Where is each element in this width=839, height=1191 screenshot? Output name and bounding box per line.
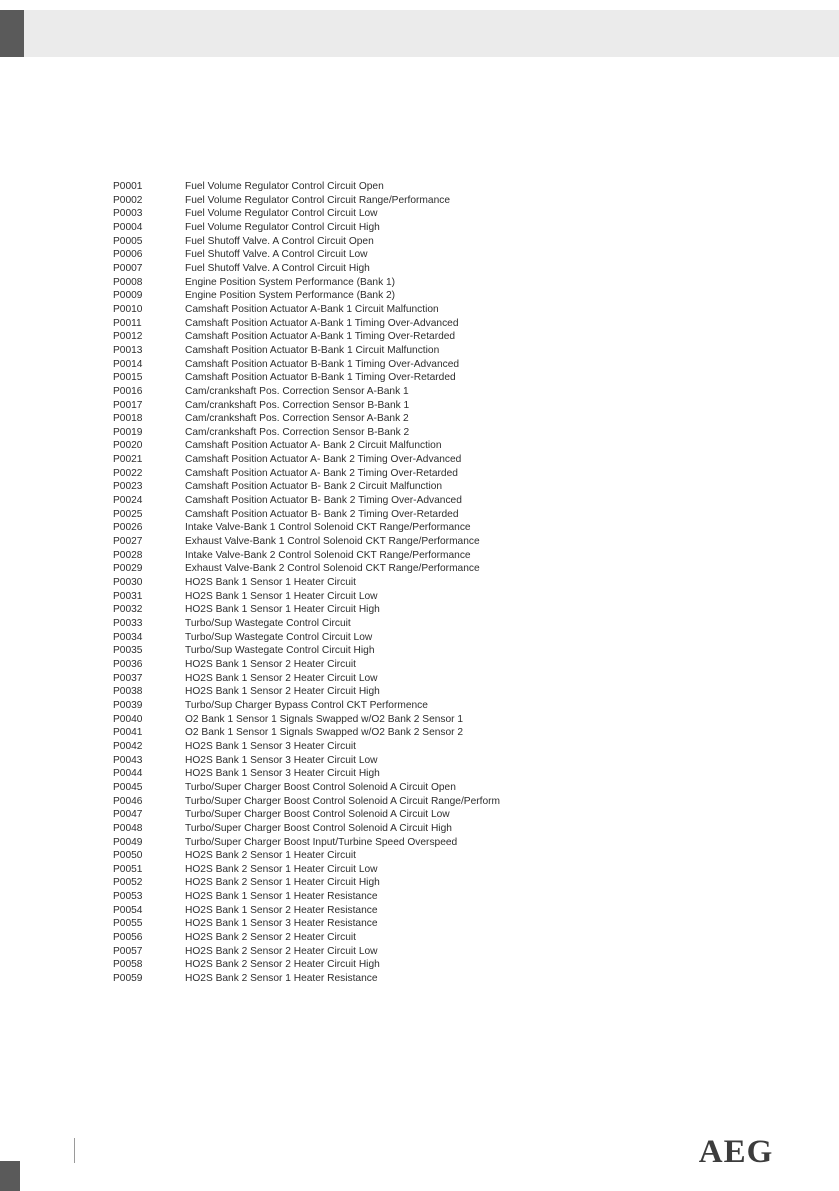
code-row <box>113 917 553 931</box>
code-row <box>113 699 553 713</box>
fault-code: P0030 <box>113 577 143 589</box>
fault-code: P0049 <box>113 836 143 848</box>
fault-description: Engine Position System Performance (Bank 1) <box>185 276 396 288</box>
code-row <box>113 562 553 576</box>
fault-description: Intake Valve-Bank 2 Control Solenoid CKT Range/Performance <box>185 549 471 561</box>
fault-code: P0057 <box>113 945 143 957</box>
fault-description: HO2S Bank 2 Sensor 1 Heater Circuit <box>185 850 356 862</box>
fault-code: P0005 <box>113 235 143 247</box>
fault-code: P0020 <box>113 440 143 452</box>
fault-code: P0012 <box>113 331 143 343</box>
fault-code: P0018 <box>113 413 143 425</box>
fault-description: Fuel Volume Regulator Control Circuit Range/Performance <box>185 194 450 206</box>
fault-code: P0003 <box>113 208 143 220</box>
fault-description: HO2S Bank 1 Sensor 1 Heater Resistance <box>185 891 378 903</box>
fault-code: P0052 <box>113 877 143 889</box>
fault-description: Camshaft Position Actuator A-Bank 1 Timing Over-Retarded <box>185 331 456 343</box>
code-row <box>113 836 553 850</box>
fault-description: HO2S Bank 2 Sensor 1 Heater Circuit Low <box>185 863 378 875</box>
fault-code: P0037 <box>113 672 143 684</box>
fault-code: P0040 <box>113 713 143 725</box>
fault-code: P0039 <box>113 699 143 711</box>
fault-description: Turbo/Super Charger Boost Control Solenoid A Circuit High <box>185 822 452 834</box>
fault-description: Camshaft Position Actuator A-Bank 1 Timing Over-Advanced <box>185 317 459 329</box>
fault-code: P0004 <box>113 221 143 233</box>
fault-description: Camshaft Position Actuator B- Bank 2 Timing Over-Advanced <box>185 495 462 507</box>
fault-description: Camshaft Position Actuator B-Bank 1 Timing Over-Retarded <box>185 372 456 384</box>
fault-description: HO2S Bank 2 Sensor 2 Heater Circuit High <box>185 959 380 971</box>
code-row <box>113 289 553 303</box>
fault-description: Cam/crankshaft Pos. Correction Sensor B-Bank 2 <box>185 426 410 438</box>
fault-description: Exhaust Valve-Bank 2 Control Solenoid CKT Range/Performance <box>185 563 480 575</box>
fault-code-table <box>113 180 553 986</box>
fault-description: Camshaft Position Actuator B-Bank 1 Timing Over-Advanced <box>185 358 460 370</box>
header-page-tab <box>0 10 24 57</box>
code-row <box>113 426 553 440</box>
code-row <box>113 767 553 781</box>
code-row <box>113 235 553 249</box>
footer-divider <box>74 1138 75 1163</box>
code-row <box>113 685 553 699</box>
fault-code: P0027 <box>113 536 143 548</box>
code-row <box>113 399 553 413</box>
fault-code: P0022 <box>113 467 143 479</box>
fault-description: Turbo/Sup Wastegate Control Circuit <box>185 618 351 629</box>
code-row <box>113 262 553 276</box>
fault-description: Intake Valve-Bank 1 Control Solenoid CKT Range/Performance <box>185 522 471 534</box>
code-row <box>113 644 553 658</box>
fault-code: P0013 <box>113 344 143 356</box>
fault-description: Engine Position System Performance (Bank 2) <box>185 290 396 302</box>
fault-description: HO2S Bank 1 Sensor 2 Heater Circuit <box>185 658 356 670</box>
fault-description: Exhaust Valve-Bank 1 Control Solenoid CKT Range/Performance <box>185 536 480 548</box>
code-row <box>113 945 553 959</box>
code-row <box>113 371 553 385</box>
fault-description: HO2S Bank 1 Sensor 2 Heater Circuit High <box>185 686 380 698</box>
code-row <box>113 221 553 235</box>
fault-code: P0019 <box>113 426 143 438</box>
fault-description: Camshaft Position Actuator A-Bank 1 Circuit Malfunction <box>185 303 439 315</box>
code-row <box>113 863 553 877</box>
code-row <box>113 849 553 863</box>
code-row <box>113 194 553 208</box>
code-row <box>113 931 553 945</box>
fault-description: HO2S Bank 1 Sensor 3 Heater Resistance <box>185 918 378 930</box>
fault-code: P0024 <box>113 495 143 507</box>
code-row <box>113 248 553 262</box>
code-row <box>113 808 553 822</box>
code-row <box>113 358 553 372</box>
fault-description: HO2S Bank 2 Sensor 1 Heater Circuit High <box>185 877 380 889</box>
code-row <box>113 330 553 344</box>
code-row <box>113 740 553 754</box>
fault-code: P0016 <box>113 385 143 397</box>
fault-code: P0025 <box>113 508 143 520</box>
code-row <box>113 521 553 535</box>
fault-code: P0047 <box>113 809 143 821</box>
fault-code: P0054 <box>113 904 143 916</box>
fault-description: Fuel Volume Regulator Control Circuit Open <box>185 181 384 192</box>
fault-description: HO2S Bank 1 Sensor 2 Heater Circuit Low <box>185 672 378 684</box>
code-row <box>113 480 553 494</box>
fault-description: Fuel Shutoff Valve. A Control Circuit Open <box>185 235 374 247</box>
fault-description: Camshaft Position Actuator B- Bank 2 Timing Over-Retarded <box>185 508 459 520</box>
code-row <box>113 344 553 358</box>
code-row <box>113 713 553 727</box>
fault-description: Fuel Volume Regulator Control Circuit Low <box>185 208 378 220</box>
fault-description: Cam/crankshaft Pos. Correction Sensor A-Bank 2 <box>185 413 409 425</box>
aeg-logo: AEG <box>698 1133 774 1170</box>
code-row <box>113 535 553 549</box>
fault-code-rows <box>113 180 553 986</box>
code-row <box>113 207 553 221</box>
fault-description: HO2S Bank 2 Sensor 2 Heater Circuit <box>185 932 356 944</box>
fault-description: Turbo/Sup Wastegate Control Circuit Low <box>185 631 373 643</box>
code-row <box>113 972 553 986</box>
code-row <box>113 590 553 604</box>
fault-description: HO2S Bank 1 Sensor 2 Heater Resistance <box>185 904 378 916</box>
fault-code: P0031 <box>113 590 143 602</box>
code-row <box>113 658 553 672</box>
fault-description: Camshaft Position Actuator B- Bank 2 Circuit Malfunction <box>185 481 443 493</box>
fault-description: Cam/crankshaft Pos. Correction Sensor A-Bank 1 <box>185 385 409 397</box>
code-row <box>113 467 553 481</box>
fault-description: Fuel Shutoff Valve. A Control Circuit Low <box>185 249 368 261</box>
fault-code: P0056 <box>113 932 143 944</box>
fault-description: Fuel Shutoff Valve. A Control Circuit High <box>185 262 370 274</box>
code-row <box>113 276 553 290</box>
fault-description: Camshaft Position Actuator A- Bank 2 Timing Over-Advanced <box>185 454 462 466</box>
header-band <box>0 10 839 57</box>
code-row <box>113 385 553 399</box>
fault-description: HO2S Bank 1 Sensor 1 Heater Circuit Low <box>185 590 378 602</box>
fault-code: P0028 <box>113 549 143 561</box>
fault-description: Camshaft Position Actuator A- Bank 2 Circuit Malfunction <box>185 440 442 452</box>
fault-code: P0042 <box>113 740 143 752</box>
fault-code: P0023 <box>113 481 143 493</box>
fault-code: P0050 <box>113 850 143 862</box>
fault-code: P0035 <box>113 645 143 657</box>
fault-description: HO2S Bank 2 Sensor 1 Heater Resistance <box>185 973 378 985</box>
fault-code: P0059 <box>113 973 143 985</box>
fault-code: P0044 <box>113 768 143 780</box>
code-row <box>113 795 553 809</box>
fault-code: P0034 <box>113 631 143 643</box>
fault-description: Fuel Volume Regulator Control Circuit High <box>185 221 380 233</box>
fault-description: Turbo/Sup Wastegate Control Circuit High <box>185 645 375 657</box>
fault-code: P0041 <box>113 727 143 739</box>
fault-code: P0036 <box>113 658 143 670</box>
fault-code: P0021 <box>113 454 143 466</box>
fault-description: HO2S Bank 1 Sensor 1 Heater Circuit High <box>185 604 380 616</box>
fault-code: P0001 <box>113 181 143 192</box>
fault-code: P0038 <box>113 686 143 698</box>
code-row <box>113 726 553 740</box>
code-row <box>113 958 553 972</box>
fault-code: P0051 <box>113 863 143 875</box>
fault-code: P0055 <box>113 918 143 930</box>
fault-description: Cam/crankshaft Pos. Correction Sensor B-Bank 1 <box>185 399 410 411</box>
fault-code: P0017 <box>113 399 143 411</box>
code-row <box>113 617 553 631</box>
fault-description: Turbo/Super Charger Boost Control Solenoid A Circuit Low <box>185 809 450 821</box>
code-row <box>113 890 553 904</box>
code-row <box>113 603 553 617</box>
fault-description: O2 Bank 1 Sensor 1 Signals Swapped w/O2 Bank 2 Sensor 1 <box>185 713 464 725</box>
fault-code: P0058 <box>113 959 143 971</box>
fault-description: Camshaft Position Actuator A- Bank 2 Timing Over-Retarded <box>185 467 458 479</box>
fault-code: P0015 <box>113 372 143 384</box>
fault-code: P0033 <box>113 618 143 629</box>
code-row <box>113 439 553 453</box>
code-row <box>113 303 553 317</box>
code-row <box>113 494 553 508</box>
code-row <box>113 781 553 795</box>
code-row <box>113 876 553 890</box>
fault-description: Turbo/Sup Charger Bypass Control CKT Performence <box>185 699 428 711</box>
fault-description: HO2S Bank 1 Sensor 1 Heater Circuit <box>185 577 356 589</box>
code-row <box>113 180 553 194</box>
footer-page-tab <box>0 1161 20 1191</box>
fault-code: P0010 <box>113 303 143 315</box>
fault-code: P0048 <box>113 822 143 834</box>
fault-description: O2 Bank 1 Sensor 1 Signals Swapped w/O2 Bank 2 Sensor 2 <box>185 727 464 739</box>
code-row <box>113 631 553 645</box>
code-row <box>113 549 553 563</box>
fault-description: Camshaft Position Actuator B-Bank 1 Circuit Malfunction <box>185 344 440 356</box>
fault-code: P0007 <box>113 262 143 274</box>
fault-description: Turbo/Super Charger Boost Control Solenoid A Circuit Range/Perform <box>185 795 501 807</box>
fault-code: P0045 <box>113 781 143 793</box>
fault-code: P0006 <box>113 249 143 261</box>
fault-description: HO2S Bank 1 Sensor 3 Heater Circuit <box>185 740 356 752</box>
fault-description: HO2S Bank 2 Sensor 2 Heater Circuit Low <box>185 945 378 957</box>
code-row <box>113 508 553 522</box>
fault-code: P0009 <box>113 290 143 302</box>
code-row <box>113 453 553 467</box>
fault-code: P0053 <box>113 891 143 903</box>
fault-code: P0026 <box>113 522 143 534</box>
fault-code: P0008 <box>113 276 143 288</box>
fault-code: P0029 <box>113 563 143 575</box>
code-row <box>113 754 553 768</box>
fault-code: P0002 <box>113 194 143 206</box>
code-row <box>113 672 553 686</box>
fault-description: Turbo/Super Charger Boost Input/Turbine Speed Overspeed <box>185 836 458 848</box>
code-row <box>113 822 553 836</box>
code-row <box>113 412 553 426</box>
fault-code: P0014 <box>113 358 143 370</box>
fault-description: Turbo/Super Charger Boost Control Solenoid A Circuit Open <box>185 781 456 793</box>
fault-code: P0043 <box>113 754 143 766</box>
fault-code: P0046 <box>113 795 143 807</box>
fault-description: HO2S Bank 1 Sensor 3 Heater Circuit Low <box>185 754 378 766</box>
code-row <box>113 576 553 590</box>
code-row <box>113 904 553 918</box>
fault-code: P0011 <box>113 317 142 329</box>
code-row <box>113 317 553 331</box>
fault-code: P0032 <box>113 604 143 616</box>
fault-description: HO2S Bank 1 Sensor 3 Heater Circuit High <box>185 768 380 780</box>
